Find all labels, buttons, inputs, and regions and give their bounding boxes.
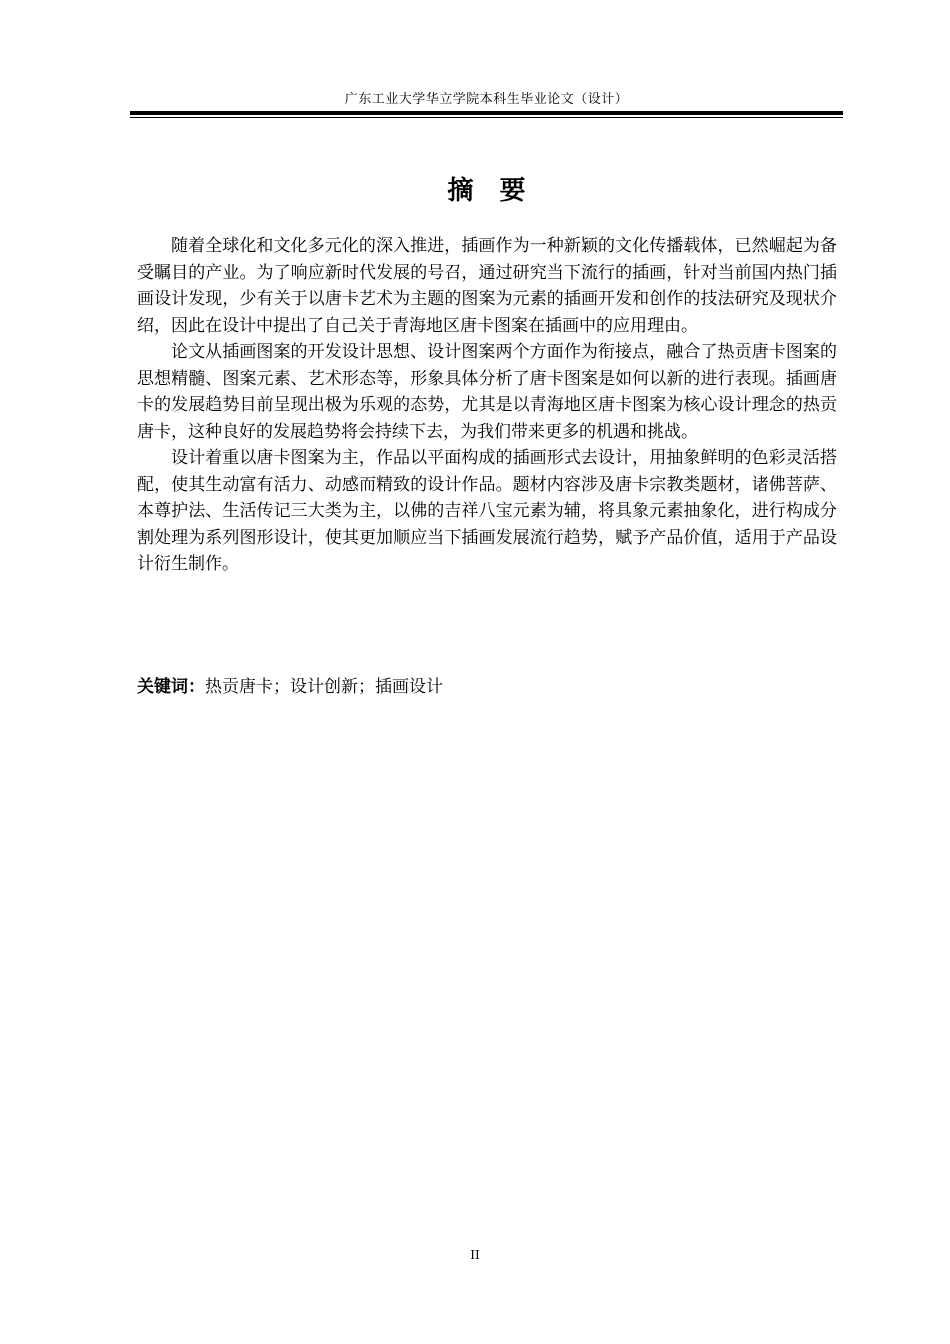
abstract-body — [137, 233, 837, 578]
header-rule-thin — [130, 117, 843, 118]
abstract-paragraph-3: 设计着重以唐卡图案为主，作品以平面构成的插画形式去设计，用抽象鲜明的色彩灵活搭配，使其生动富有活力、动感而精致的设计作品。题材内容涉及唐卡宗教类题材，诸佛菩萨、本尊护法、生活传记三大类为主，以佛的吉祥八宝元素为辅，将具象元素抽象化，进行构成分割处理为系列图形设计，使其更加顺应当下插画发展流行趋势，赋予产品价值，适用于产品设计衍生制作。 — [137, 448, 837, 574]
abstract-paragraph-2: 论文从插画图案的开发设计思想、设计图案两个方面作为衔接点，融合了热贡唐卡图案的思想精髓、图案元素、艺术形态等，形象具体分析了唐卡图案是如何以新的进行表现。插画唐卡的发展趋势目前呈现出极为乐观的态势，尤其是以青海地区唐卡图案为核心设计理念的热贡唐卡，这种良好的发展趋势将会持续下去，为我们带来更多的机遇和挑战。 — [137, 342, 837, 442]
abstract-paragraph-1: 随着全球化和文化多元化的深入推进，插画作为一种新颖的文化传播载体，已然崛起为备受瞩目的产业。为了响应新时代发展的号召，通过研究当下流行的插画，针对当前国内热门插画设计发现，少有关于以唐卡艺术为主题的图案为元素的插画开发和创作的技法研究及现状介绍，因此在设计中提出了自己关于青海地区唐卡图案在插画中的应用理由。 — [137, 236, 837, 336]
abstract-title: 摘要 — [447, 176, 552, 206]
header-rule-thick — [130, 111, 843, 115]
page-number: II — [470, 1248, 480, 1262]
running-header: 广东工业大学华立学院本科生毕业论文（设计） — [344, 92, 629, 107]
keywords-line — [137, 674, 837, 700]
keywords-value: 热贡唐卡；设计创新；插画设计 — [205, 677, 443, 697]
keywords-label: 关键词： — [137, 677, 205, 697]
